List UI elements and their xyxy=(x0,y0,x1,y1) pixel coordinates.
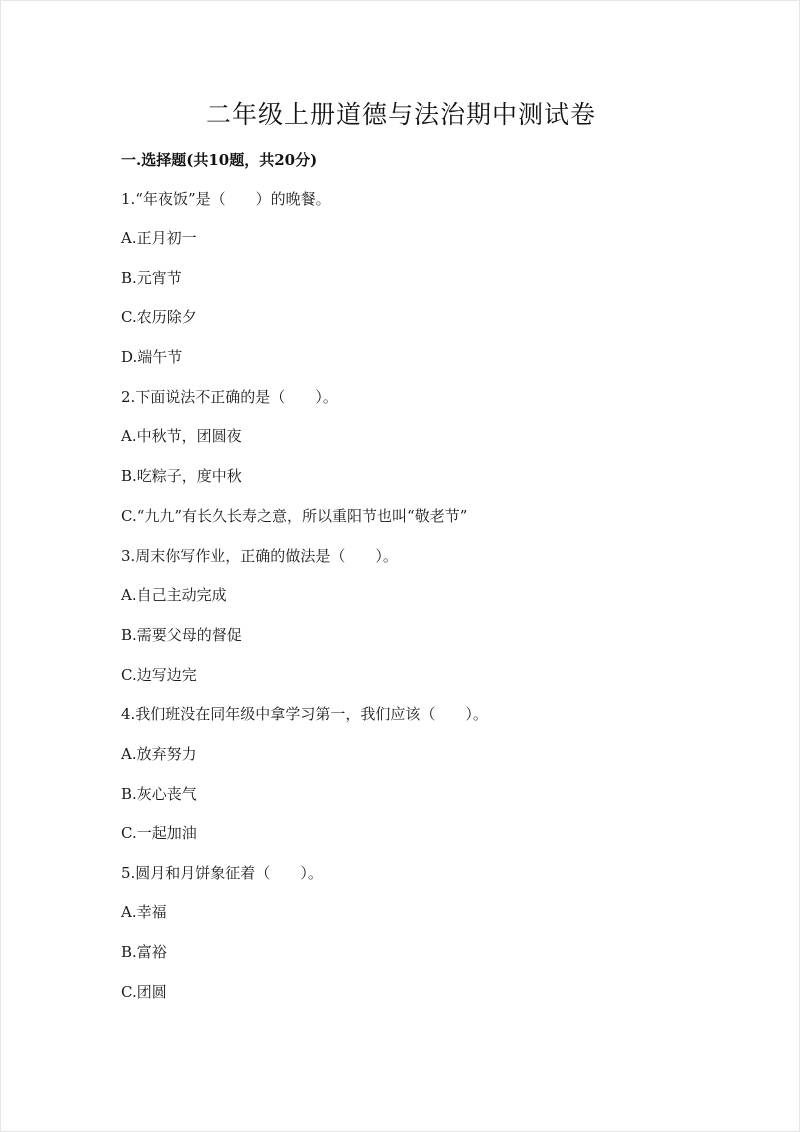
question-5-option-a: A.幸福 xyxy=(121,903,167,921)
question-3-option-a: A.自己主动完成 xyxy=(121,586,227,604)
question-1-option-a: A.正月初一 xyxy=(121,229,197,247)
question-3-option-c: C.边写边完 xyxy=(121,666,197,684)
page-title: 二年级上册道德与法治期中测试卷 xyxy=(205,100,596,129)
question-4-option-a: A.放弃努力 xyxy=(121,745,197,763)
question-2-stem: 2.下面说法不正确的是（ ）。 xyxy=(121,388,338,406)
question-4-option-c: C.一起加油 xyxy=(121,824,197,842)
question-1-option-c: C.农历除夕 xyxy=(121,308,197,326)
question-4-option-b: B.灰心丧气 xyxy=(121,785,197,803)
question-2-option-b: B.吃粽子，度中秋 xyxy=(121,467,242,485)
question-4-stem: 4.我们班没在同年级中拿学习第一，我们应该（ ）。 xyxy=(121,705,488,723)
question-1-stem: 1.“年夜饭”是（ ）的晚餐。 xyxy=(121,190,331,208)
question-1-option-d: D.端午节 xyxy=(121,348,183,366)
question-5-option-b: B.富裕 xyxy=(121,943,167,961)
question-5-option-c: C.团圆 xyxy=(121,983,167,1001)
section-heading: 一.选择题(共10题，共20分) xyxy=(121,151,318,169)
question-2-option-a: A.中秋节，团圆夜 xyxy=(121,427,242,445)
question-5-stem: 5.圆月和月饼象征着（ ）。 xyxy=(121,864,323,882)
question-3-option-b: B.需要父母的督促 xyxy=(121,626,242,644)
question-3-stem: 3.周末你写作业，正确的做法是（ ）。 xyxy=(121,547,398,565)
question-2-option-c: C.“九九”有长久长寿之意，所以重阳节也叫“敬老节” xyxy=(121,507,468,525)
question-1-option-b: B.元宵节 xyxy=(121,269,182,287)
